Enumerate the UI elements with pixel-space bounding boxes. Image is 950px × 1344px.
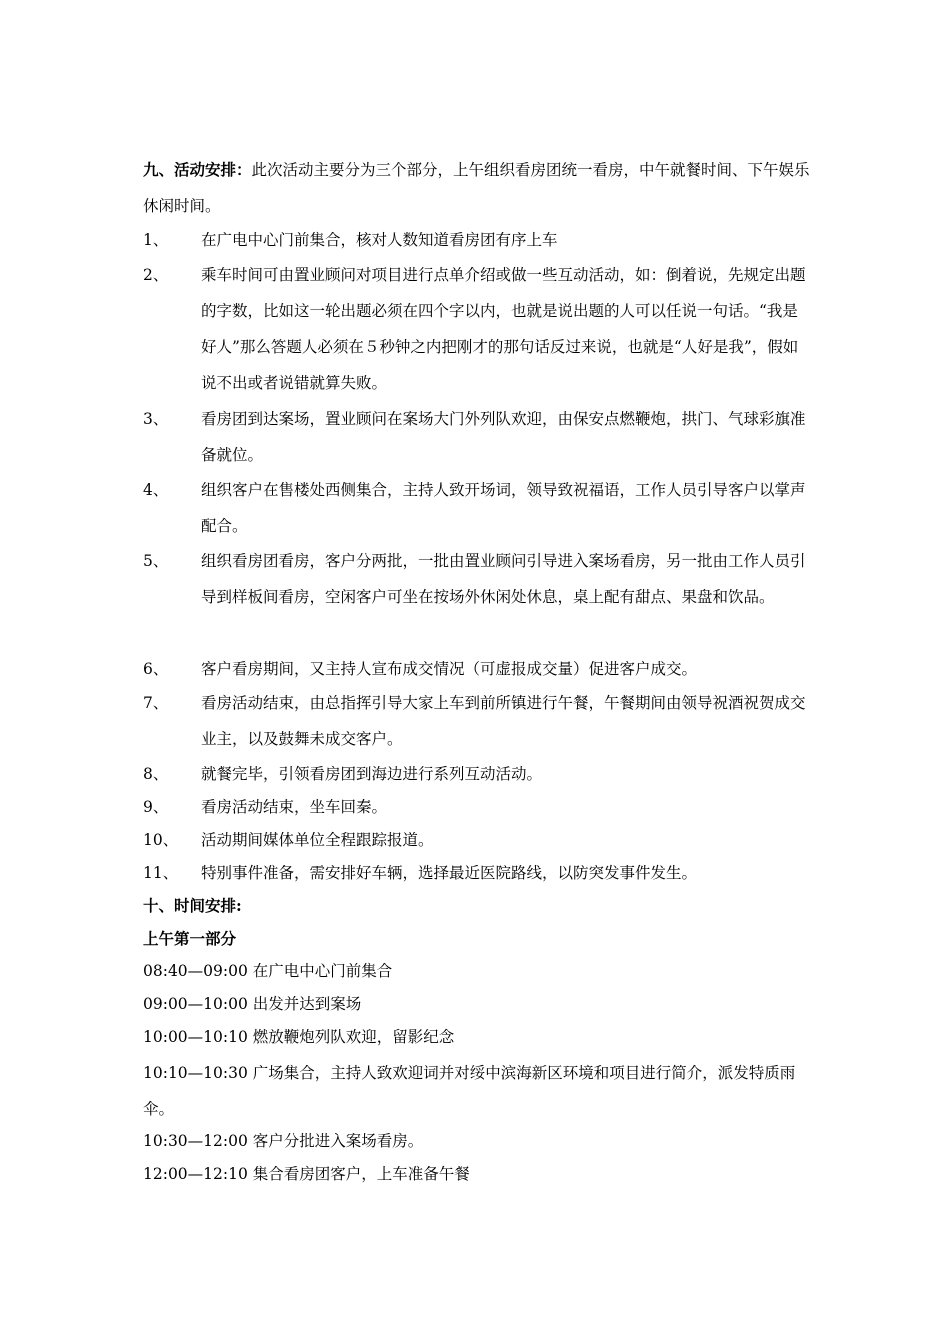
list-item-number: 11、 [143,864,179,882]
list-item-text: 乘车时间可由置业顾问对项目进行点单介绍或做一些互动活动，如：倒着说，先规定出题的字数，比如这一轮出题必须在四个字以内，也就是说出题的人可以任说一句话。“我是好人”那么答题人必须在５秒钟之内把刚才的那句话反过来说，也就是“人好是我”，假如说不出或者说错就算失败。 [201,266,806,392]
list-item-number: 8、 [143,765,169,783]
list-item-number: 7、 [143,694,169,712]
list-item-number: 10、 [143,831,179,849]
section10-heading: 十、时间安排: [143,896,242,915]
list-item-number: 3、 [143,410,169,428]
section10-subheading: 上午第一部分 [143,929,237,948]
list-item [143,822,813,858]
schedule-line: 10:10—10:30 广场集合，主持人致欢迎词并对绥中滨海新区环境和项目进行简介，派发特质雨伞。 [143,1064,796,1118]
list-item-number: 5、 [143,552,169,570]
list-item-number: 1、 [143,231,169,249]
schedule-line: 08:40—09:00 在广电中心门前集合 [143,962,393,980]
list-item-number: 4、 [143,481,169,499]
schedule-line: 12:00—12:10 集合看房团客户，上车准备午餐 [143,1165,470,1183]
list-item [143,789,813,825]
section9-intro: 此次活动主要分为三个部分，上午组织看房团统一看房，中午就餐时间、下午娱乐休闲时间。 [143,161,810,215]
list-item [143,756,813,792]
list-item-text: 看房活动结束，由总指挥引导大家上车到前所镇进行午餐，午餐期间由领导祝酒祝贺成交业主，以及鼓舞未成交客户。 [201,694,806,748]
list-item-number: 6、 [143,660,169,678]
list-item [143,257,813,401]
list-item-text: 特别事件准备，需安排好车辆，选择最近医院路线，以防突发事件发生。 [201,864,698,882]
list-item [143,855,813,891]
list-item-number: 2、 [143,266,169,284]
section9-heading: 九、活动安排： [143,160,252,179]
schedule-line: 10:30—12:00 客户分批进入案场看房。 [143,1132,424,1150]
list-item-text: 组织客户在售楼处西侧集合，主持人致开场词，领导致祝福语，工作人员引导客户以掌声配合。 [201,481,806,535]
list-item-text: 组织看房团看房，客户分两批，一批由置业顾问引导进入案场看房，另一批由工作人员引导到样板间看房，空闲客户可坐在按场外休闲处休息，桌上配有甜点、果盘和饮品。 [201,552,806,606]
schedule-line: 09:00—10:00 出发并达到案场 [143,995,362,1013]
list-item [143,222,813,258]
list-item [143,651,813,687]
list-item-text: 看房活动结束，坐车回秦。 [201,798,388,816]
list-item [143,685,813,757]
list-item-text: 在广电中心门前集合，核对人数知道看房团有序上车 [201,231,558,249]
section9-paragraph [143,152,813,224]
list-item-text: 客户看房期间，又主持人宣布成交情况（可虚报成交量）促进客户成交。 [201,660,698,678]
list-item-number: 9、 [143,798,169,816]
list-item [143,543,813,615]
list-item-text: 看房团到达案场，置业顾问在案场大门外列队欢迎，由保安点燃鞭炮，拱门、气球彩旗准备就位。 [201,410,806,464]
list-item [143,401,813,473]
schedule-line: 10:00—10:10 燃放鞭炮列队欢迎，留影纪念 [143,1028,455,1046]
list-item-text: 就餐完毕，引领看房团到海边进行系列互动活动。 [201,765,543,783]
list-item-text: 活动期间媒体单位全程跟踪报道。 [201,831,434,849]
list-item [143,472,813,544]
